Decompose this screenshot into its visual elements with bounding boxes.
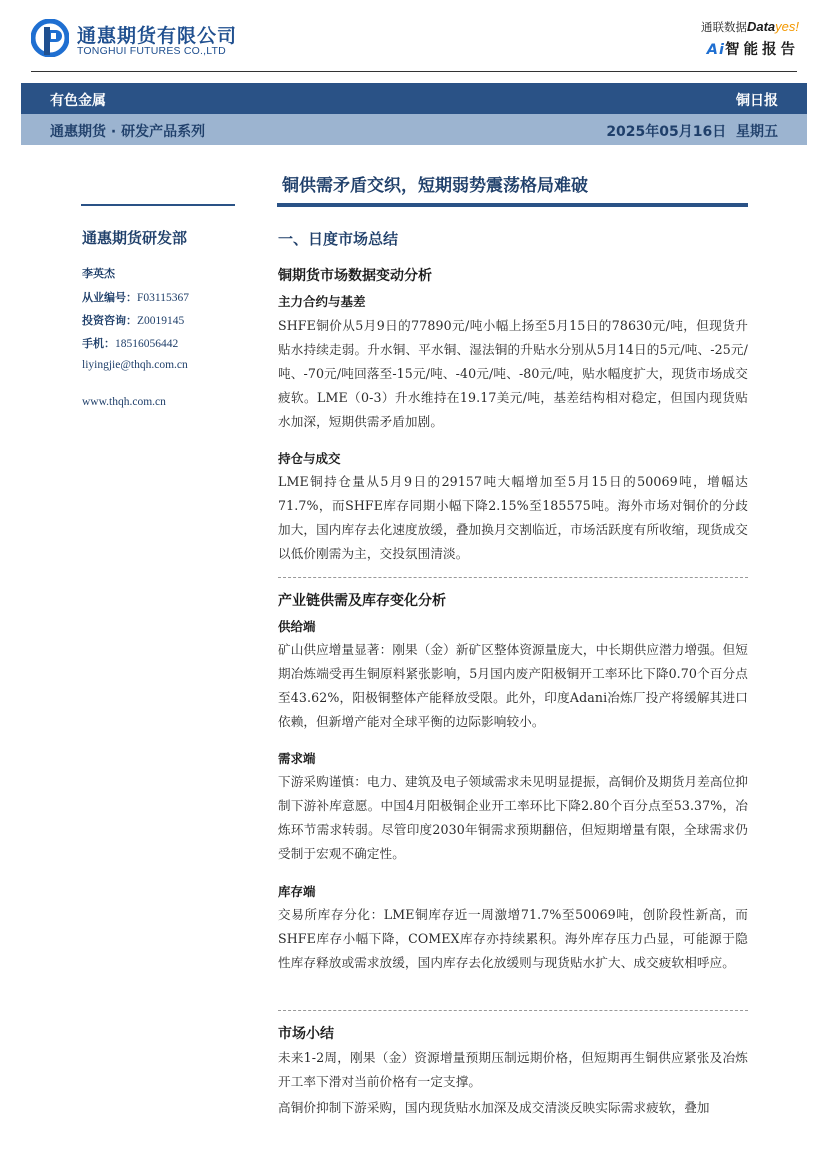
- datayes-brand: [659, 19, 799, 59]
- brand-yes: yes!: [775, 19, 799, 34]
- report-date: 2025年05月16日 星期五: [606, 124, 778, 140]
- website-link[interactable]: www.thqh.com.cn: [82, 396, 166, 408]
- category-label: 有色金属: [50, 93, 106, 109]
- company-name-cn: 通惠期货有限公司: [77, 25, 238, 47]
- category-band: [21, 83, 807, 114]
- phone-row: [82, 335, 178, 351]
- subsection-market-summary: 市场小结: [278, 1026, 334, 1042]
- email-link[interactable]: liyingjie@thqh.com.cn: [82, 359, 188, 371]
- brand-prefix: 通联数据: [700, 20, 747, 34]
- heading-basis: 主力合约与基差: [278, 294, 366, 309]
- paragraph-inventory: 交易所库存分化：LME铜库存近一周激增71.7%至50069吨，创阶段性新高，而SHFE库存小幅下降，COMEX库存亦持续累积。海外库存压力凸显，可能源于隐性库存释放或需求放缓，国内库存去化放缓则与现货贴水扩大、成交疲软相呼应。: [278, 907, 748, 970]
- brand-ai: Ai: [706, 42, 725, 58]
- heading-demand: 需求端: [278, 751, 316, 766]
- company-name-en: TONGHUI FUTURES CO.,LTD: [77, 45, 226, 57]
- paragraph-basis: SHFE铜价从5月9日的77890元/吨小幅上扬至5月15日的78630元/吨，但现货升贴水持续走弱。升水铜、平水铜、湿法铜的升贴水分别从5月14日的5元/吨、-25元/吨、-70元/吨回落至-15元/吨、-40元/吨、-80元/吨，贴水幅度扩大，现货市场成交疲软。LME（0-3）升水维持在19.17美元/吨，基差结构相对稳定，但国内现货贴水加深，短期供需矛盾加剧。: [278, 318, 748, 429]
- paragraph-supply: 矿山供应增量显著：刚果（金）新矿区整体资源量庞大，中长期供应潜力增强。但短期冶炼端受再生铜原料紧张影响，5月国内废产阳极铜开工率环比下降0.70个百分点至43.62%，阳极铜整体产能释放受限。此外，印度Adani冶炼厂投产将缓解其进口依赖，但新增产能对全球平衡的边际影响较小。: [278, 642, 748, 729]
- phone-label: 手机：: [82, 337, 115, 350]
- author-name: 李英杰: [82, 267, 115, 280]
- advisory-row: [82, 312, 184, 328]
- subsection-futures-analysis: 铜期货市场数据变动分析: [278, 268, 432, 284]
- paragraph-demand: 下游采购谨慎：电力、建筑及电子领域需求未见明显提振，高铜价及期货月差高位抑制下游补库意愿。中国4月阳极铜企业开工率环比下降2.80个百分点至53.37%，冶炼环节需求转弱。尽管印度2030年铜需求预期翻倍，但短期增量有限，全球需求仍受制于宏观不确定性。: [278, 774, 748, 861]
- report-title: 铜供需矛盾交织，短期弱势震荡格局难破: [282, 176, 588, 196]
- series-band: [21, 114, 807, 145]
- heading-inventory: 库存端: [278, 884, 316, 899]
- series-label: 通惠期货 · 研发产品系列: [50, 124, 206, 140]
- tonghui-logo-icon: [31, 19, 69, 57]
- paragraph-summary-1: 未来1-2周，刚果（金）资源增量预期压制远期价格，但短期再生铜供应紧张及冶炼开工率下滑对当前价格有一定支撑。: [278, 1050, 748, 1089]
- advisory-label: 投资咨询：: [82, 314, 137, 327]
- sidebar-dept: 通惠期货研发部: [82, 229, 188, 247]
- license-row: [82, 289, 189, 305]
- sidebar-rule: [81, 204, 235, 206]
- advisory-value: Z0019145: [137, 315, 185, 327]
- header-divider: [31, 71, 797, 72]
- license-label: 从业编号：: [82, 291, 137, 304]
- section-heading-daily-summary: 一、日度市场总结: [278, 230, 399, 248]
- paragraph-position: LME铜持仓量从5月9日的29157吨大幅增加至5月15日的50069吨，增幅达71.7%，而SHFE库存同期小幅下降2.15%至185575吨。海外市场对铜价的分歧加大，国内库存去化速度放缓，叠加换月交割临近，市场活跃度有所收缩，现货成交以低价刚需为主，交投氛围清淡。: [278, 474, 748, 561]
- heading-supply: 供给端: [278, 619, 316, 634]
- paragraph-summary-2: 高铜价抑制下游采购，国内现货贴水加深及成交清淡反映实际需求疲软，叠加: [278, 1100, 710, 1115]
- section-divider: [278, 1010, 748, 1011]
- heading-position: 持仓与成交: [278, 451, 341, 466]
- title-rule: [277, 203, 748, 207]
- license-value: F03115367: [137, 292, 189, 304]
- phone-value: 18516056442: [115, 338, 179, 350]
- brand-report: 智能报告: [725, 42, 799, 58]
- subsection-supply-chain: 产业链供需及库存变化分析: [278, 593, 446, 609]
- company-logo: [31, 19, 238, 61]
- section-divider: [278, 577, 748, 578]
- report-type-label: 铜日报: [736, 93, 778, 109]
- brand-data: Data: [746, 19, 776, 34]
